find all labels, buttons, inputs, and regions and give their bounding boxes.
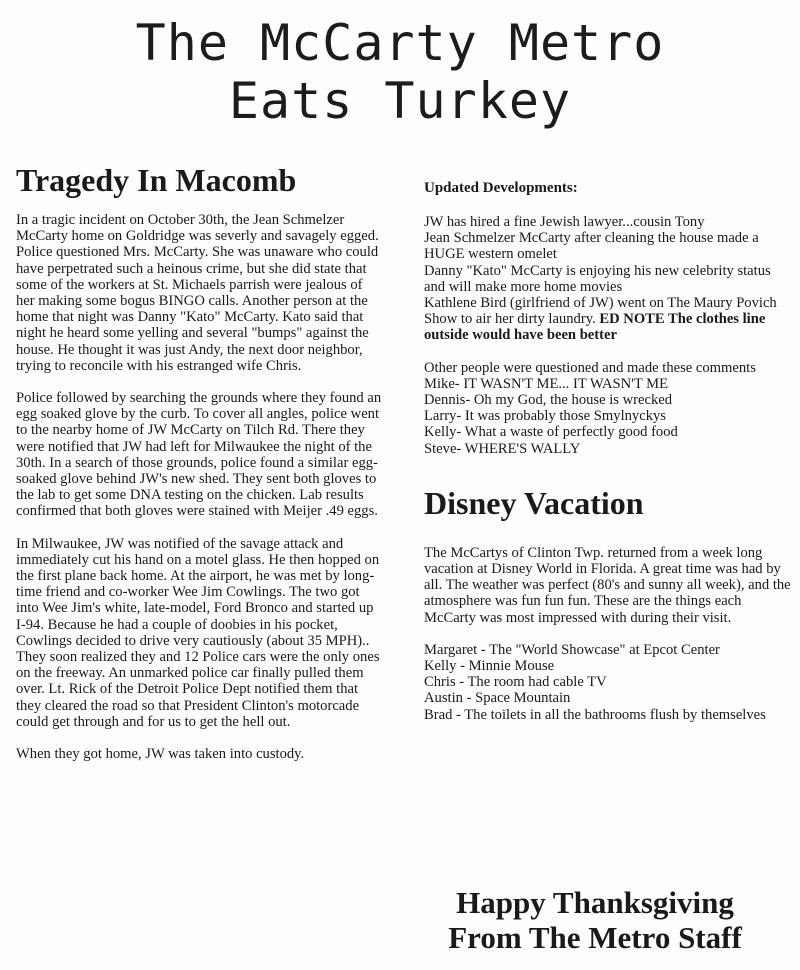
footer-line-2: From The Metro Staff — [448, 920, 742, 955]
tragedy-paragraph-1: In a tragic incident on October 30th, the Jean Schmelzer McCarty home on Goldridge was severly and savagely egged. Police questioned Mrs. McCarty. She was unaware who could have perpetrated such a heinous crime, but she did state that some of the workers at St. Michaels parrish were jealous of her making some bogus BINGO calls. Another person at the home that night was Danny "Kato" McCarty. Kato said that night he heard some yelling and several "bumps" against the house. He thought it was just Andy, the next door neighbor, trying to reconcile with his estranged wife Chris. — [16, 212, 379, 374]
comment-item: Kelly- What a waste of perfectly good food — [424, 424, 678, 441]
title-line-1: The McCarty Metro — [135, 14, 665, 72]
right-column — [424, 160, 794, 723]
comment-item: Mike- IT WASN'T ME... IT WASN'T ME — [424, 375, 669, 392]
update-line: JW has hired a fine Jewish lawyer...cousin Tony — [424, 214, 705, 230]
newsletter-title — [0, 14, 800, 130]
ed-note: ED NOTE The clothes line outside would have been better — [424, 311, 766, 344]
tragedy-paragraph-3: In Milwaukee, JW was notified of the savage attack and immediately cut his hand on a motel glass. He then hopped on the first plane back home. At the airport, he was met by long-time friend and co-worker Wee Jim Cowlings. The two got into Wee Jim's white, late-model, Ford Bronco and started up I-94. Because he had a couple of doobies in his pocket, Cowlings decided to drive very cautiously (about 35 MPH).. They soon realized they and 12 Police cars were the only ones on the freeway. An unmarked police car finally pulled them over. Lt. Rick of the Detroit Police Dept notified them that they cleared the road so that President Clinton's motorcade could get through and for us to get the hell out. — [16, 535, 380, 730]
title-line-2: Eats Turkey — [228, 72, 572, 130]
update-line: Jean Schmelzer McCarty after cleaning the house made a HUGE western omelet — [424, 230, 759, 263]
tragedy-paragraph-2: Police followed by searching the grounds where they found an egg soaked glove by the curb. To cover all angles, police went to the nearby home of JW McCarty on Tilch Rd. There they were notified that JW had left for Milwaukee the night of the 30th. In a search of those grounds, police found a similar egg-soaked glove behind JW's new shed. They sent both gloves to the lab to get some DNA testing on the chicken. Lab results confirmed that both gloves were stained with Meijer .49 eggs. — [16, 390, 382, 520]
comment-item: Steve- WHERE'S WALLY — [424, 440, 581, 457]
tragedy-headline: Tragedy In Macomb — [16, 162, 297, 198]
update-line-text: Kathlene Bird (girlfriend of JW) went on The Maury Povich Show to air her dirty laundry. — [424, 295, 777, 328]
comment-item: Larry- It was probably those Smylnyckys — [424, 408, 666, 425]
updates-list — [424, 214, 794, 344]
disney-list — [424, 642, 794, 723]
disney-item: Austin - Space Mountain — [424, 690, 571, 707]
disney-item: Chris - The room had cable TV — [424, 674, 607, 691]
footer-line-1: Happy Thanksgiving — [456, 885, 734, 920]
disney-headline: Disney Vacation — [424, 484, 644, 521]
disney-item: Kelly - Minnie Mouse — [424, 658, 555, 675]
update-line — [424, 295, 794, 344]
comments-list — [424, 376, 794, 457]
disney-item: Brad - The toilets in all the bathrooms flush by themselves — [424, 706, 766, 723]
left-column — [16, 160, 384, 762]
disney-item: Margaret - The "World Showcase" at Epcot Center — [424, 641, 720, 658]
comments-intro: Other people were questioned and made these comments — [424, 359, 756, 376]
update-line: Danny "Kato" McCarty is enjoying his new celebrity status and will make more home movies — [424, 262, 771, 295]
tragedy-paragraph-4: When they got home, JW was taken into custody. — [16, 746, 305, 763]
updates-headline: Updated Developments: — [424, 180, 578, 196]
disney-paragraph: The McCartys of Clinton Twp. returned from a week long vacation at Disney World in Florida. A great time was had by all. The weather was perfect (80's and sunny all week), and the atmosphere was fun fun fun. These are the things each McCarty was most impressed with during their visit. — [424, 544, 791, 626]
thanksgiving-footer — [410, 885, 780, 955]
comment-item: Dennis- Oh my God, the house is wrecked — [424, 392, 673, 409]
